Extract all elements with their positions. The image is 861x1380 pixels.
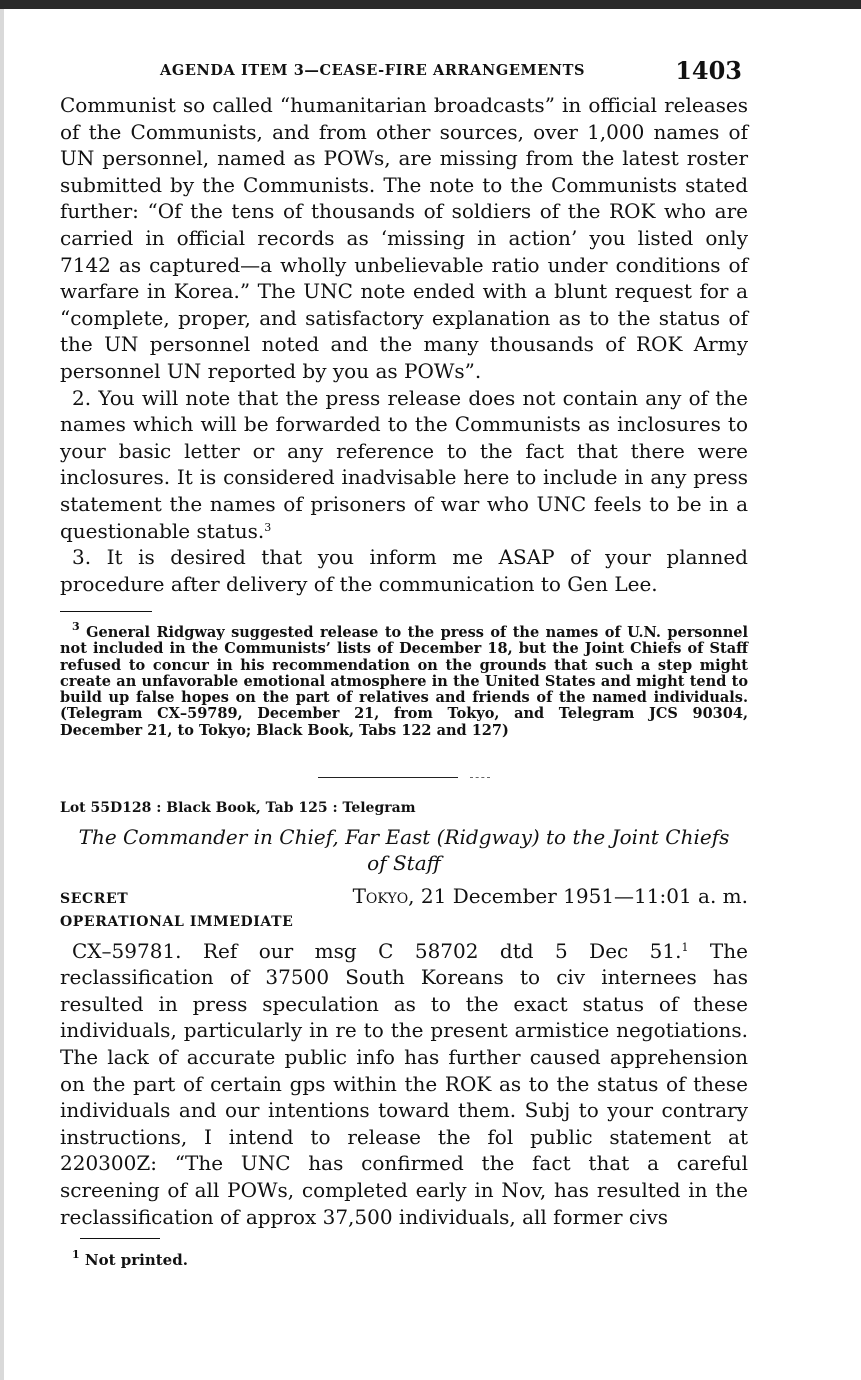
document-meta — [60, 884, 748, 908]
footnote-1-marker: 1 — [72, 1248, 80, 1262]
running-head — [60, 56, 748, 92]
footnote-ref-3: 3 — [264, 520, 272, 534]
document-page — [60, 56, 748, 1269]
page-left-edge — [0, 9, 4, 1380]
classification: SECRET — [60, 890, 129, 907]
footnote-3 — [60, 620, 748, 739]
document-title-line-2: of Staff — [367, 850, 441, 875]
paragraph-2-text: 2. You will note that the press release does not contain any of the names which will be forwarded to the Communists as inclosures to your basic letter or any reference to the fact that there were inclosures. It is considered inadvisable here to include in any press statement the names of prisoners of war who UNC feels to be in a questionable status. — [60, 385, 748, 543]
telegram-text-rest: The reclassification of 37500 South Koreans to civ internees has resulted in press speculation as to the exact status of these individuals, particularly in re to the present armistice negotiations. The lack of accurate public info has further caused apprehension on the part of certain gps within the ROK as to the status of these individuals and our intentions toward them. Subj to your contrary instructions, I intend to release the fol public statement at 220300Z: “The UNC has confirmed the fact that a careful screening of all POWs, completed early in Nov, has resulted in the reclassification of approx 37,500 individuals, all former civs — [60, 938, 748, 1229]
page-number: 1403 — [675, 56, 742, 85]
footnote-ref-1: 1 — [681, 940, 689, 954]
telegram-text-start: CX–59781. Ref our msg C 58702 dtd 5 Dec 51. — [72, 938, 682, 963]
paragraph-3: 3. It is desired that you inform me ASAP of your planned procedure after delivery of the communication to Gen Lee. — [60, 545, 748, 596]
telegram-body — [60, 938, 748, 1231]
date-place: Tokyo, — [352, 883, 415, 908]
footnote-3-text: General Ridgway suggested release to the press of the names of U.N. personnel not included in the Communists’ lists of December 18, but the Joint Chiefs of Staff refused to concur in his recommendation on the grounds that such a step might create an unfavorable emotional atmosphere in the United States and might tend to build up false hopes on the part of relatives and friends of the named individuals. (Telegram CX–59789, December 21, from Tokyo, and Telegram JCS 90304, December 21, to Tokyo; Black Book, Tabs 122 and 127) — [60, 624, 748, 739]
section-divider — [60, 777, 748, 778]
footnote-rule — [60, 611, 152, 612]
source-citation: Lot 55D128 : Black Book, Tab 125 : Telegram — [60, 799, 416, 816]
precedence: OPERATIONAL IMMEDIATE — [60, 913, 294, 930]
footnote-1 — [72, 1248, 748, 1270]
divider-dash — [470, 777, 490, 778]
paragraph-2 — [60, 385, 748, 545]
date-time: 21 December 1951—11:01 a. m. — [420, 883, 748, 908]
body-text — [60, 92, 748, 597]
paragraph-continued: Communist so called “humanitarian broadcasts” in official releases of the Communists, and from other sources, over 1,000 names of UN personnel, named as POWs, are missing from the latest roster submitted by the Communists. The note to the Communists stated further: “Of the tens of thousands of soldiers of the ROK who are carried in official records as ‘missing in action’ you listed only 7142 as captured—a wholly unbelievable ratio under conditions of warfare in Korea.” The UNC note ended with a blunt request for a “complete, proper, and satisfactory explanation as to the status of the UN personnel noted and the many thousands of ROK Army personnel UN reported by you as POWs”. — [60, 93, 748, 383]
divider-line — [318, 777, 458, 778]
document-title — [60, 824, 748, 876]
footnote-rule-2 — [80, 1238, 160, 1239]
footnote-3-marker: 3 — [72, 620, 80, 634]
footnote-1-text: Not printed. — [84, 1251, 188, 1270]
dateline — [353, 884, 748, 908]
top-border — [0, 0, 861, 9]
running-title: AGENDA ITEM 3—CEASE-FIRE ARRANGEMENTS — [160, 62, 586, 79]
telegram-paragraph — [60, 938, 748, 1231]
document-title-line-1: The Commander in Chief, Far East (Ridgway) to the Joint Chiefs — [78, 824, 730, 849]
